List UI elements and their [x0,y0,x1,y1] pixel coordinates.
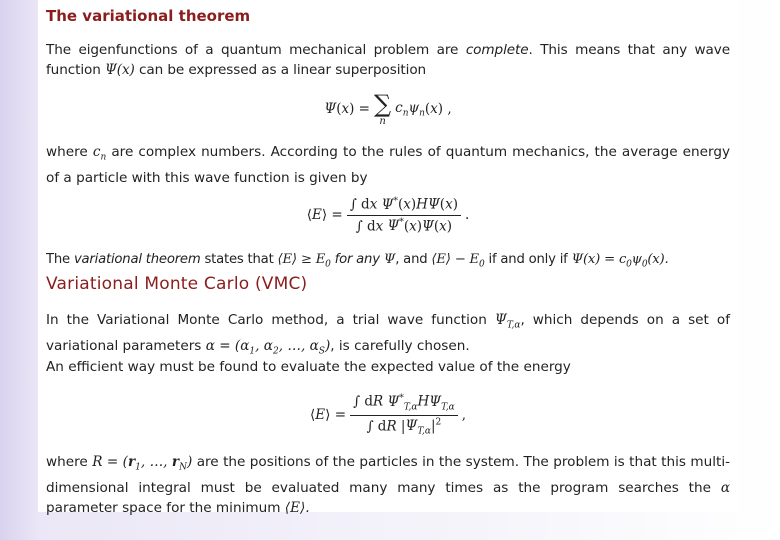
paragraph-efficient-way [46,357,730,377]
text-carefully-chosen: , is carefully chosen. [330,337,470,354]
section-title-variational-theorem: The variational theorem [46,7,251,25]
text-intro-rest: . This means that any wave function [46,42,730,78]
math-inequality: ⟨E⟩ ≥ $E_0$ [277,252,331,270]
equation-vmc-energy: ⟨ E ⟩ = $\frac{\int dR \Psi^*_{T,\alpha}H\Psi_{T,\alpha}}{\int dR |\Psi_{T,\alpha}|^2}$ , [310,393,466,437]
section-title-vmc: Variational Monte Carlo (VMC) [46,274,308,294]
text-complete: complete [465,42,529,58]
text-positions: are the positions of the particles in the system. The problem is that this multi-dimensional integral must be evaluated many many times as the program searches the [46,454,731,496]
paragraph-positions [46,452,730,518]
math-alpha-set: $\alpha = (\alpha_1$, $\alpha_2$, …, $\alpha_S$) [205,337,331,357]
math-ground-state: $\Psi(x) = c_0\psi_0(x)$. [571,252,669,270]
text-the: The [46,252,70,267]
paragraph-variational-theorem [46,250,730,275]
math-cn: $c_n$ [92,144,107,163]
text-parameter-space: parameter space for the minimum [46,499,281,516]
math-psi: Ψ [383,252,396,267]
text-variational-theorem: variational theorem [73,252,201,267]
text-intro-tail: can be expressed as a linear superposition [139,62,427,78]
equation-average-energy: ⟨ E ⟩ = $\frac{\int dx \Psi^*(x)H\Psi(x)}{\int dx \Psi^*(x)\Psi(x)}$ . [306,196,470,234]
text-intro: The eigenfunctions of a quantum mechanical problem are [46,42,459,58]
paragraph-trial-wave-function [46,310,730,361]
equation-superposition: Ψ ( x ) = ∑ n $c_n\psi_n$ ( x ) , [324,89,452,127]
text-efficient-way: An efficient way must be found to evaluate the expected value of the energy [46,359,571,375]
paragraph-completeness [46,40,730,80]
paragraph-complex-numbers [46,142,730,188]
slide-page [38,0,738,516]
text-and: , and [395,252,428,267]
math-min-energy: ⟨E⟩. [284,499,310,516]
text-complex-numbers: are complex numbers. According to the rules of quantum mechanics, the average energy of a particle with this wave function is given by [46,144,730,186]
text-if-and-only-if: if and only if [488,252,568,267]
math-psi-trial: $\Psi_{T,\alpha}$ [494,312,521,331]
text-where-r: where [46,454,88,470]
math-psi-x: Ψ(x) [104,62,135,78]
math-alpha: α [720,479,730,496]
text-where: where [46,144,88,160]
math-r-positions: $R = (r_1$, …, $r_N$) [92,454,193,473]
text-depends-on: , which depends on a set of variational parameters [46,312,731,354]
text-states-that: states that [204,252,274,267]
math-equality: ⟨E⟩ − $E_0$ [431,252,485,270]
text-vmc-method: In the Variational Monte Carlo method, a trial wave function [46,312,487,328]
text-for-any: for any [334,252,380,267]
